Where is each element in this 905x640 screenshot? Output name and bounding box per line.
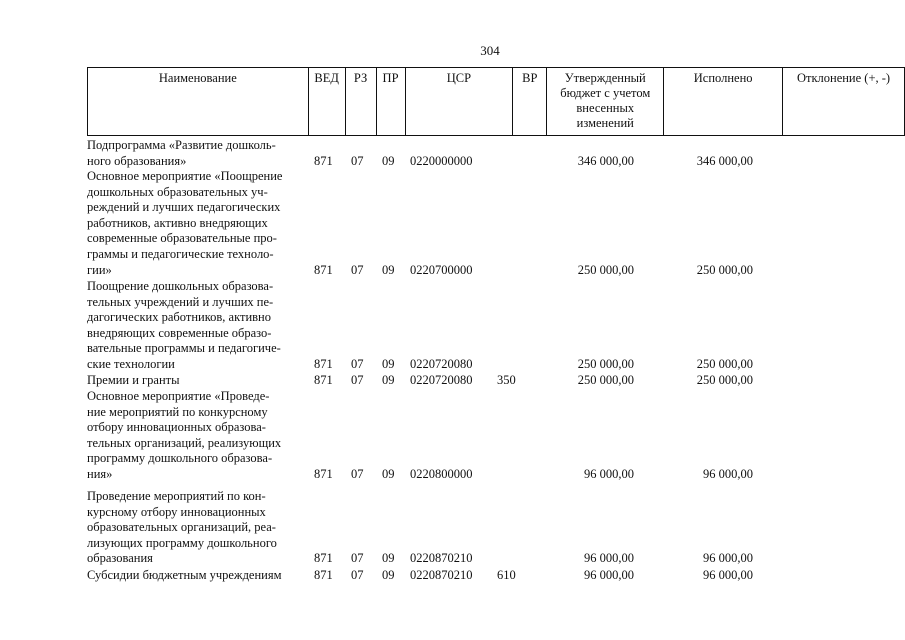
header-rz: РЗ [345,68,376,136]
page-number: 304 [480,43,500,58]
row-pr: 09 [382,467,395,481]
row-name: Премии и гранты [87,373,180,387]
row-rz: 07 [351,262,364,277]
row-ved: 871 [314,373,333,387]
row-pr: 09 [382,357,395,371]
row-ved: 871 [314,357,333,371]
row-executed: 250 000,00 [696,373,753,387]
row-executed: 96 000,00 [703,551,753,566]
row-csr: 0220870210 [410,568,473,582]
row-pr: 09 [382,373,395,387]
row-name: Основное мероприятие «Поощрение дошкольных образовательных уч- реждений и лучших педагогических работников, активно внедряющих современные образовательные про- граммы и педагогические техноло- гии» [87,169,283,277]
row-executed: 250 000,00 [696,262,753,277]
header-pr: ПР [376,68,405,136]
row-approved: 250 000,00 [577,357,634,371]
table-header [87,67,905,136]
row-approved: 346 000,00 [577,153,634,168]
row-ved: 871 [314,551,333,566]
header-executed: Исполнено [664,68,783,136]
header-approved: Утвержденный бюджет с учетом внесенных изменений [547,68,664,136]
row-vr: 610 [497,568,516,582]
row-executed: 250 000,00 [696,357,753,371]
row-rz: 07 [351,467,364,481]
row-csr: 0220000000 [410,153,473,168]
row-approved: 96 000,00 [584,467,634,481]
row-pr: 09 [382,568,395,582]
header-deviation: Отклонение (+, -) [783,68,905,136]
row-name: Проведение мероприятий по кон- курсному отбору инновационных образовательных организаций, реа- лизующих программу дошкольного образования [87,489,277,566]
row-rz: 07 [351,568,364,582]
header-csr: ЦСР [405,68,513,136]
row-name: Подпрограмма «Развитие дошколь- ного образования» [87,138,276,168]
row-pr: 09 [382,262,395,277]
row-ved: 871 [314,568,333,582]
row-executed: 96 000,00 [703,467,753,481]
row-name: Субсидии бюджетным учреждениям [87,568,282,582]
row-ved: 871 [314,262,333,277]
header-ved: ВЕД [308,68,345,136]
row-rz: 07 [351,551,364,566]
row-executed: 96 000,00 [703,568,753,582]
row-approved: 96 000,00 [584,551,634,566]
row-csr: 0220870210 [410,551,473,566]
row-rz: 07 [351,373,364,387]
row-csr: 0220720080 [410,357,473,371]
row-csr: 0220720080 [410,373,473,387]
row-approved: 250 000,00 [577,373,634,387]
row-rz: 07 [351,357,364,371]
row-executed: 346 000,00 [696,153,753,168]
row-csr: 0220800000 [410,467,473,481]
row-csr: 0220700000 [410,262,473,277]
row-vr: 350 [497,373,516,387]
row-pr: 09 [382,153,395,168]
row-approved: 96 000,00 [584,568,634,582]
row-name: Основное мероприятие «Проведе- ние мероприятий по конкурсному отбору инновационных образова- тельных организаций, реализующих программу дошкольного образова- ния» [87,389,282,481]
row-pr: 09 [382,551,395,566]
row-name: Поощрение дошкольных образова- тельных учреждений и лучших пе- дагогических работников, активно внедряющих современные образо- вательные программы и педагогиче- ские технологии [87,279,281,371]
header-name: Наименование [88,68,309,136]
row-approved: 250 000,00 [577,262,634,277]
row-ved: 871 [314,153,333,168]
row-ved: 871 [314,467,333,481]
row-rz: 07 [351,153,364,168]
header-vr: ВР [513,68,547,136]
